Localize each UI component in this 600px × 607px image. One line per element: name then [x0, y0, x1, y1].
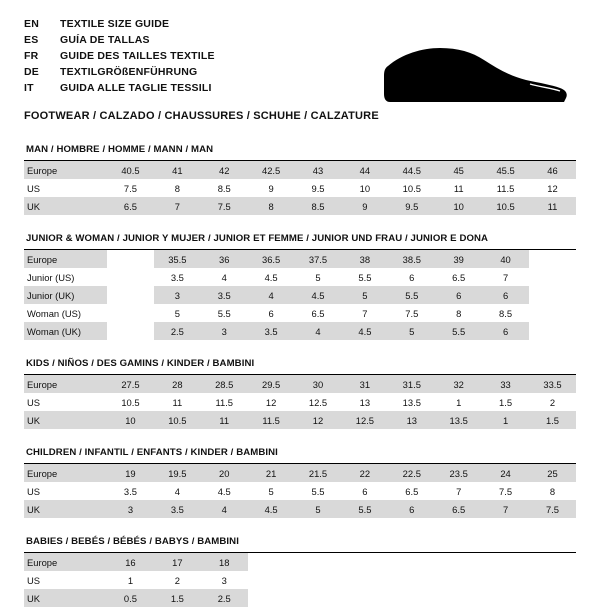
language-title: TEXTILGRÖßENFÜHRUNG	[60, 66, 198, 78]
size-block-title: CHILDREN / INFANTIL / ENFANTS / KINDER / BAMBINI	[26, 447, 278, 458]
size-cell: 8	[248, 197, 295, 215]
size-cell: 31	[341, 375, 388, 393]
row-label: Europe	[24, 464, 107, 482]
size-cell: 7.5	[529, 500, 576, 518]
size-cell: 6.5	[435, 268, 482, 286]
size-cell: 2.5	[201, 589, 248, 607]
size-cell: 40.5	[107, 161, 154, 179]
size-cell	[435, 553, 482, 571]
row-label: Woman (UK)	[24, 322, 107, 340]
size-cell	[529, 250, 576, 268]
size-cell: 12	[529, 179, 576, 197]
table-row	[24, 286, 576, 304]
table-row	[24, 304, 576, 322]
size-cell: 5	[341, 286, 388, 304]
table-row	[24, 393, 576, 411]
size-cell: 3.5	[154, 500, 201, 518]
size-cell: 17	[154, 553, 201, 571]
size-table	[24, 464, 576, 518]
size-cell: 44.5	[388, 161, 435, 179]
size-cell	[529, 589, 576, 607]
size-cell	[529, 304, 576, 322]
table-row	[24, 161, 576, 179]
size-cell	[341, 571, 388, 589]
size-cell: 5.5	[295, 482, 342, 500]
table-row	[24, 322, 576, 340]
size-cell: 12	[248, 393, 295, 411]
size-cell: 38.5	[388, 250, 435, 268]
size-cell: 11.5	[482, 179, 529, 197]
size-cell: 2.5	[154, 322, 201, 340]
size-cell: 10.5	[388, 179, 435, 197]
size-cell: 3.5	[201, 286, 248, 304]
size-cell: 7	[482, 500, 529, 518]
size-cell: 42.5	[248, 161, 295, 179]
size-cell: 4	[201, 500, 248, 518]
size-cell: 4.5	[248, 500, 295, 518]
table-row	[24, 197, 576, 215]
size-block	[24, 358, 576, 429]
size-cell: 4.5	[341, 322, 388, 340]
size-cell: 5.5	[201, 304, 248, 322]
size-cell: 10	[107, 411, 154, 429]
size-table	[24, 553, 576, 607]
size-cell: 6.5	[107, 197, 154, 215]
size-table	[24, 161, 576, 215]
size-cell: 8	[435, 304, 482, 322]
size-cell: 43	[295, 161, 342, 179]
size-cell: 21	[248, 464, 295, 482]
size-cell: 16	[107, 553, 154, 571]
size-cell: 22.5	[388, 464, 435, 482]
size-cell	[529, 571, 576, 589]
language-code: DE	[24, 66, 39, 78]
row-label: UK	[24, 411, 107, 429]
row-label: US	[24, 179, 107, 197]
size-cell: 3.5	[248, 322, 295, 340]
size-block-title: MAN / HOMBRE / HOMME / MANN / MAN	[26, 144, 214, 155]
size-cell	[295, 553, 342, 571]
size-cell: 11	[154, 393, 201, 411]
row-label: UK	[24, 589, 107, 607]
size-cell: 6	[341, 482, 388, 500]
table-row	[24, 375, 576, 393]
size-table	[24, 375, 576, 429]
size-cell	[388, 571, 435, 589]
size-cell: 1	[482, 411, 529, 429]
size-cell: 10	[435, 197, 482, 215]
row-label: Europe	[24, 250, 107, 268]
size-cell: 6	[388, 500, 435, 518]
size-cell: 18	[201, 553, 248, 571]
row-label: Woman (US)	[24, 304, 107, 322]
size-cell: 9.5	[295, 179, 342, 197]
table-row	[24, 411, 576, 429]
size-cell: 9	[341, 197, 388, 215]
size-cell	[482, 553, 529, 571]
size-cell: 39	[435, 250, 482, 268]
size-cell: 23.5	[435, 464, 482, 482]
row-label: Junior (US)	[24, 268, 107, 286]
size-cell: 6.5	[388, 482, 435, 500]
size-block	[24, 233, 576, 340]
size-cell: 33.5	[529, 375, 576, 393]
language-row	[24, 82, 215, 98]
size-cell	[388, 553, 435, 571]
size-cell: 5.5	[341, 500, 388, 518]
size-cell: 3	[201, 571, 248, 589]
size-cell	[529, 268, 576, 286]
size-cell	[341, 589, 388, 607]
size-cell: 13.5	[435, 411, 482, 429]
row-label: Europe	[24, 161, 107, 179]
row-label: UK	[24, 500, 107, 518]
size-cell: 7	[341, 304, 388, 322]
size-cell	[529, 322, 576, 340]
table-row	[24, 464, 576, 482]
size-cell: 9.5	[388, 197, 435, 215]
size-cell: 6.5	[435, 500, 482, 518]
size-cell: 1.5	[529, 411, 576, 429]
table-row	[24, 500, 576, 518]
language-title: GUIDA ALLE TAGLIE TESSILI	[60, 82, 212, 94]
table-row	[24, 482, 576, 500]
size-cell	[107, 304, 154, 322]
size-cell: 7.5	[482, 482, 529, 500]
size-cell: 13.5	[388, 393, 435, 411]
size-cell: 30	[295, 375, 342, 393]
size-cell: 13	[388, 411, 435, 429]
size-cell: 4	[248, 286, 295, 304]
table-row	[24, 553, 576, 571]
size-cell	[529, 553, 576, 571]
size-cell: 7.5	[201, 197, 248, 215]
size-cell: 5.5	[341, 268, 388, 286]
size-cell: 36	[201, 250, 248, 268]
size-cell: 24	[482, 464, 529, 482]
size-cell: 11	[529, 197, 576, 215]
size-cell: 5	[295, 268, 342, 286]
table-row	[24, 589, 576, 607]
size-cell: 27.5	[107, 375, 154, 393]
size-cell	[388, 589, 435, 607]
language-title: GUÍA DE TALLAS	[60, 34, 150, 46]
size-cell: 1	[435, 393, 482, 411]
size-cell: 8	[154, 179, 201, 197]
size-cell: 5	[154, 304, 201, 322]
language-row	[24, 34, 215, 50]
size-cell: 33	[482, 375, 529, 393]
size-cell: 6	[388, 268, 435, 286]
size-cell	[529, 286, 576, 304]
size-cell: 2	[154, 571, 201, 589]
size-cell: 11	[201, 411, 248, 429]
size-cell: 3.5	[107, 482, 154, 500]
size-cell: 3.5	[154, 268, 201, 286]
size-cell: 4.5	[295, 286, 342, 304]
size-cell: 5	[248, 482, 295, 500]
size-cell	[435, 571, 482, 589]
size-cell: 19	[107, 464, 154, 482]
size-cell: 1.5	[482, 393, 529, 411]
size-cell	[248, 553, 295, 571]
table-row	[24, 250, 576, 268]
size-cell: 5	[388, 322, 435, 340]
language-code: ES	[24, 34, 39, 46]
size-cell: 8.5	[201, 179, 248, 197]
size-cell: 1.5	[154, 589, 201, 607]
size-cell: 38	[341, 250, 388, 268]
size-cell: 44	[341, 161, 388, 179]
size-cell: 3	[107, 500, 154, 518]
size-cell: 36.5	[248, 250, 295, 268]
size-cell: 6.5	[295, 304, 342, 322]
size-cell: 12.5	[295, 393, 342, 411]
size-cell: 31.5	[388, 375, 435, 393]
language-row	[24, 66, 215, 82]
size-block-title: BABIES / BEBÉS / BÉBÉS / BABYS / BAMBINI	[26, 536, 239, 547]
size-cell: 6	[482, 286, 529, 304]
size-cell: 13	[341, 393, 388, 411]
size-cell: 11.5	[201, 393, 248, 411]
size-block-title: JUNIOR & WOMAN / JUNIOR Y MUJER / JUNIOR ET FEMME / JUNIOR UND FRAU / JUNIOR E DONA	[26, 233, 489, 244]
size-cell: 4	[201, 268, 248, 286]
size-cell: 37.5	[295, 250, 342, 268]
size-cell: 28.5	[201, 375, 248, 393]
language-code: EN	[24, 18, 39, 30]
size-cell: 4	[154, 482, 201, 500]
size-cell: 6	[435, 286, 482, 304]
table-row	[24, 179, 576, 197]
size-cell: 35.5	[154, 250, 201, 268]
size-cell: 21.5	[295, 464, 342, 482]
size-cell: 7.5	[107, 179, 154, 197]
size-blocks	[24, 144, 576, 607]
size-cell: 7	[154, 197, 201, 215]
language-title: TEXTILE SIZE GUIDE	[60, 18, 170, 30]
size-cell	[482, 589, 529, 607]
size-cell: 12.5	[341, 411, 388, 429]
row-label: Europe	[24, 375, 107, 393]
size-cell	[248, 571, 295, 589]
size-cell: 8.5	[295, 197, 342, 215]
size-cell	[248, 589, 295, 607]
size-cell	[107, 268, 154, 286]
size-cell: 19.5	[154, 464, 201, 482]
size-cell: 7	[482, 268, 529, 286]
size-cell	[435, 589, 482, 607]
language-row	[24, 50, 215, 66]
size-block	[24, 144, 576, 215]
size-cell: 3	[201, 322, 248, 340]
size-cell: 40	[482, 250, 529, 268]
size-cell: 45.5	[482, 161, 529, 179]
size-cell: 20	[201, 464, 248, 482]
size-cell: 4.5	[248, 268, 295, 286]
size-cell: 7.5	[388, 304, 435, 322]
size-cell	[295, 571, 342, 589]
language-title-list	[24, 18, 215, 98]
size-cell: 29.5	[248, 375, 295, 393]
language-title: GUIDE DES TAILLES TEXTILE	[60, 50, 215, 62]
size-cell: 5.5	[435, 322, 482, 340]
size-cell: 4.5	[201, 482, 248, 500]
size-cell: 10.5	[107, 393, 154, 411]
size-cell: 10	[341, 179, 388, 197]
table-row	[24, 571, 576, 589]
size-cell: 3	[154, 286, 201, 304]
header	[24, 18, 576, 126]
language-code: FR	[24, 50, 39, 62]
size-cell: 46	[529, 161, 576, 179]
size-cell: 4	[295, 322, 342, 340]
size-block	[24, 536, 576, 607]
size-cell: 8	[529, 482, 576, 500]
category-title: FOOTWEAR / CALZADO / CHAUSSURES / SCHUHE / CALZATURE	[24, 110, 379, 122]
size-cell: 11.5	[248, 411, 295, 429]
size-cell: 7	[435, 482, 482, 500]
row-label: Junior (UK)	[24, 286, 107, 304]
size-cell: 41	[154, 161, 201, 179]
size-cell: 5.5	[388, 286, 435, 304]
size-cell: 25	[529, 464, 576, 482]
size-cell: 2	[529, 393, 576, 411]
size-block	[24, 447, 576, 518]
size-cell: 0.5	[107, 589, 154, 607]
size-cell: 28	[154, 375, 201, 393]
size-cell: 22	[341, 464, 388, 482]
size-cell: 10.5	[154, 411, 201, 429]
size-cell: 32	[435, 375, 482, 393]
size-cell	[107, 250, 154, 268]
row-label: Europe	[24, 553, 107, 571]
size-cell	[295, 589, 342, 607]
size-cell	[107, 286, 154, 304]
row-label: US	[24, 393, 107, 411]
language-row	[24, 18, 215, 34]
size-cell: 12	[295, 411, 342, 429]
size-cell: 10.5	[482, 197, 529, 215]
size-cell: 11	[435, 179, 482, 197]
size-cell: 1	[107, 571, 154, 589]
size-cell	[482, 571, 529, 589]
size-cell	[341, 553, 388, 571]
language-code: IT	[24, 82, 34, 94]
size-block-title: KIDS / NIÑOS / DES GAMINS / KINDER / BAMBINI	[26, 358, 255, 369]
size-table	[24, 250, 576, 340]
size-cell: 45	[435, 161, 482, 179]
row-label: UK	[24, 197, 107, 215]
dress-shoe-icon	[380, 36, 570, 108]
size-cell: 5	[295, 500, 342, 518]
size-cell: 8.5	[482, 304, 529, 322]
size-cell: 6	[248, 304, 295, 322]
table-row	[24, 268, 576, 286]
size-cell: 6	[482, 322, 529, 340]
row-label: US	[24, 482, 107, 500]
row-label: US	[24, 571, 107, 589]
size-cell: 9	[248, 179, 295, 197]
size-cell: 42	[201, 161, 248, 179]
size-cell	[107, 322, 154, 340]
